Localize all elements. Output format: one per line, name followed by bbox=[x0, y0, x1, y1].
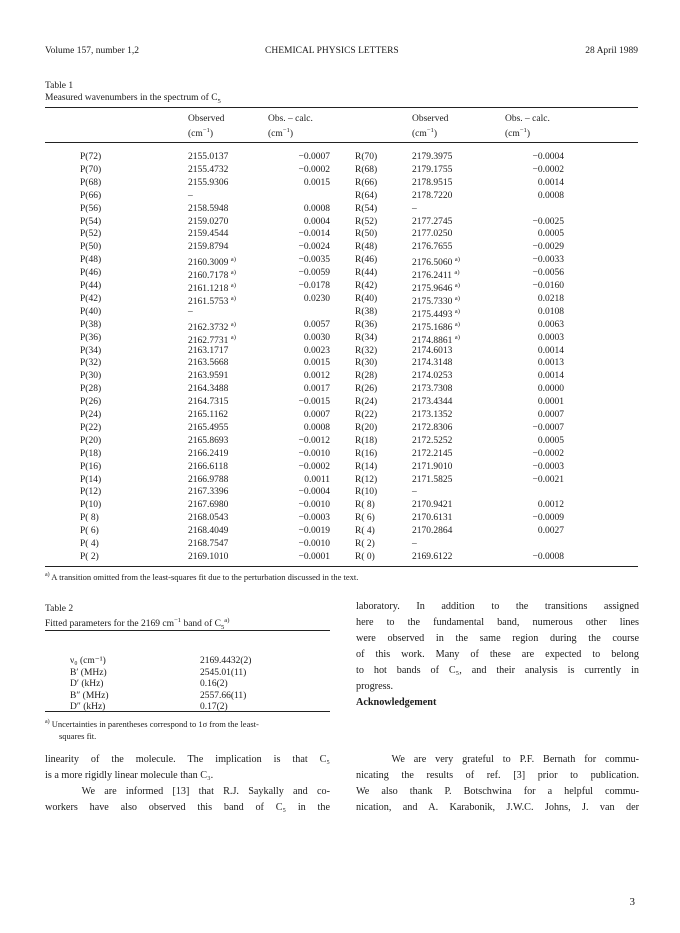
t1-branch-r: R(52) bbox=[355, 216, 378, 227]
t1-branch-r: R(14) bbox=[355, 461, 378, 472]
header-journal: CHEMICAL PHYSICS LETTERS bbox=[265, 46, 399, 56]
t1-branch-r: R(42) bbox=[355, 281, 378, 291]
t1-branch-r: R(32) bbox=[355, 345, 378, 356]
t1-observed-r: 2172.2145 bbox=[412, 448, 453, 459]
t1-obscalc-p: −0.0002 bbox=[298, 164, 330, 175]
t1-obscalc-p: −0.0178 bbox=[298, 281, 330, 291]
t1-observed-p: – bbox=[188, 190, 193, 201]
t1-branch-r: R( 0) bbox=[355, 551, 375, 562]
t1-observed-p: – bbox=[188, 306, 193, 317]
t1-obscalc-r: 0.0014 bbox=[537, 371, 564, 382]
t1-branch-p: P(18) bbox=[80, 448, 102, 459]
t1-branch-p: P(24) bbox=[80, 410, 102, 420]
t1-obscalc-p: 0.0030 bbox=[303, 332, 330, 343]
table-row bbox=[70, 667, 330, 679]
t1-observed-r: 2177.2745 bbox=[412, 216, 453, 227]
t1-observed-r: 2174.3148 bbox=[412, 358, 453, 369]
t1-obscalc-r: −0.0025 bbox=[532, 216, 564, 227]
t1-observed-r: 2175.1686 $^{a)}$ bbox=[412, 320, 460, 333]
t1-branch-r: R(20) bbox=[355, 422, 378, 433]
table2-footnote: $^{a)}$ Uncertainties in parentheses correspond to 1σ from the least- squares fit. bbox=[45, 718, 259, 741]
t1-obscalc-r: −0.0033 bbox=[532, 255, 564, 266]
t1-branch-p: P(22) bbox=[80, 422, 102, 433]
right-paragraph bbox=[356, 599, 639, 695]
t1-observed-r: – bbox=[412, 539, 417, 549]
t1-branch-p: P(34) bbox=[80, 345, 102, 356]
t1-observed-r: 2176.2411 $^{a)}$ bbox=[412, 269, 460, 282]
t2-parameter: D′ (kHz) bbox=[70, 679, 104, 689]
t1-branch-p: P(40) bbox=[80, 306, 102, 317]
left-line: linearity of the molecule. The implication is that C₅ bbox=[45, 754, 330, 765]
t1-branch-r: R(40) bbox=[355, 293, 378, 304]
t1-obscalc-p: −0.0004 bbox=[298, 487, 330, 498]
t1-obscalc-r: −0.0021 bbox=[532, 474, 564, 485]
t1-branch-r: R(66) bbox=[355, 177, 378, 188]
t1-obscalc-p: −0.0019 bbox=[298, 526, 330, 537]
t1-branch-r: R(54) bbox=[355, 203, 378, 214]
table1-caption: Measured wavenumbers in the spectrum of $C_5$ bbox=[45, 93, 221, 105]
t1-obscalc-p: 0.0015 bbox=[303, 177, 330, 188]
table2-caption: Fitted parameters for the 2169 $cm^{-1}$ band of $C_5^{a)}$ bbox=[45, 617, 230, 632]
t1-observed-p: 2155.9306 bbox=[188, 177, 229, 188]
t1-observed-p: 2159.0270 bbox=[188, 216, 229, 227]
table-row bbox=[70, 655, 330, 667]
left-line: is a more rigidly linear molecule than C₃. bbox=[45, 770, 214, 781]
t1-obscalc-r: −0.0008 bbox=[532, 551, 564, 562]
t1-obscalc-p: 0.0015 bbox=[303, 358, 330, 369]
t1-obscalc-p: −0.0010 bbox=[298, 448, 330, 459]
t1-col3-header: Observed $(cm^{-1})$ bbox=[412, 114, 449, 140]
t1-observed-r: 2172.8306 bbox=[412, 422, 453, 433]
t1-branch-p: P(30) bbox=[80, 371, 102, 382]
table-row bbox=[70, 678, 330, 690]
t2-value: 2545.01(11) bbox=[200, 667, 247, 678]
t1-obscalc-r: 0.0108 bbox=[537, 306, 564, 317]
t1-branch-r: R(46) bbox=[355, 255, 378, 266]
t1-obscalc-r: 0.0000 bbox=[537, 384, 564, 395]
t1-obscalc-r: 0.0008 bbox=[537, 190, 564, 201]
t1-observed-r: 2171.9010 bbox=[412, 461, 453, 472]
t1-observed-p: 2159.8794 bbox=[188, 242, 229, 253]
t1-obscalc-p: −0.0012 bbox=[298, 435, 330, 446]
t1-obscalc-p: −0.0014 bbox=[298, 229, 330, 240]
t1-branch-p: P(32) bbox=[80, 358, 102, 369]
t1-observed-r: 2174.6013 bbox=[412, 345, 453, 356]
t1-obscalc-r: −0.0007 bbox=[532, 422, 564, 433]
t1-obscalc-p: 0.0011 bbox=[304, 474, 330, 485]
t1-branch-p: P(20) bbox=[80, 435, 102, 446]
t1-observed-p: 2162.3732 $^{a)}$ bbox=[188, 320, 236, 333]
t2-value: 0.17(2) bbox=[200, 702, 228, 712]
t1-obscalc-r: −0.0160 bbox=[532, 281, 564, 291]
t1-branch-r: R(24) bbox=[355, 397, 378, 408]
t1-obscalc-r: 0.0027 bbox=[537, 526, 564, 537]
t1-branch-p: P(50) bbox=[80, 242, 102, 253]
t1-branch-p: P(68) bbox=[80, 177, 102, 188]
t1-branch-p: P(46) bbox=[80, 268, 102, 279]
t1-branch-r: R(70) bbox=[355, 152, 378, 162]
right-line: were observed in the same region during the course bbox=[356, 633, 639, 644]
t1-obscalc-r: −0.0002 bbox=[532, 448, 564, 459]
t1-branch-p: P(56) bbox=[80, 203, 102, 214]
t1-obscalc-p: −0.0024 bbox=[298, 242, 330, 253]
t1-obscalc-r: 0.0003 bbox=[537, 332, 564, 343]
t1-obscalc-r: 0.0007 bbox=[537, 410, 564, 420]
t1-observed-r: 2171.5825 bbox=[412, 474, 453, 485]
t1-branch-r: R(50) bbox=[355, 229, 378, 240]
t1-observed-r: 2173.4344 bbox=[412, 397, 453, 408]
table1-header-rule bbox=[45, 142, 638, 143]
t1-obscalc-r: −0.0029 bbox=[532, 242, 564, 253]
t1-obscalc-p: 0.0012 bbox=[303, 371, 330, 382]
t1-branch-p: P( 2) bbox=[80, 551, 99, 562]
table1-bottom-rule bbox=[45, 566, 638, 567]
t2-value: 0.16(2) bbox=[200, 679, 228, 689]
t1-obscalc-p: 0.0008 bbox=[303, 203, 330, 214]
t1-obscalc-p: 0.0004 bbox=[303, 216, 330, 227]
t1-obscalc-p: 0.0057 bbox=[303, 319, 330, 330]
t1-obscalc-r: 0.0014 bbox=[537, 177, 564, 188]
t1-branch-p: P(42) bbox=[80, 293, 102, 304]
right-line: to hot bands of C₅, and their analysis is currently in bbox=[356, 665, 639, 676]
t1-observed-r: 2179.1755 bbox=[412, 164, 453, 175]
table1-top-rule bbox=[45, 107, 638, 108]
t1-obscalc-p: 0.0023 bbox=[303, 345, 330, 356]
t1-branch-r: R( 6) bbox=[355, 513, 375, 524]
t2-value: 2169.4432(2) bbox=[200, 656, 252, 666]
t1-observed-p: 2164.7315 bbox=[188, 397, 229, 408]
table2-title: Table 2 bbox=[45, 604, 74, 614]
t1-col2-header: Obs. – calc. $(cm^{-1})$ bbox=[268, 114, 313, 140]
t1-obscalc-p: −0.0010 bbox=[298, 539, 330, 549]
right-line: laboratory. In addition to the transitions assigned bbox=[356, 601, 639, 612]
t2-parameter: B′ (MHz) bbox=[70, 667, 107, 678]
t1-branch-r: R(26) bbox=[355, 384, 378, 395]
right-line: here to the fundamental band, numerous other lines bbox=[356, 617, 639, 628]
t1-observed-p: 2158.5948 bbox=[188, 203, 229, 214]
t1-observed-p: 2163.1717 bbox=[188, 345, 229, 356]
t1-obscalc-r: 0.0063 bbox=[537, 319, 564, 330]
t1-col4-header: Obs. – calc. $(cm^{-1})$ bbox=[505, 114, 550, 140]
t1-observed-p: 2162.7731 $^{a)}$ bbox=[188, 333, 236, 346]
t1-observed-p: 2160.7178 $^{a)}$ bbox=[188, 269, 236, 282]
t1-branch-p: P(28) bbox=[80, 384, 102, 395]
t1-observed-r: 2175.9646 $^{a)}$ bbox=[412, 282, 460, 295]
ack-line: We also thank P. Botschwina for a helpful commu- bbox=[356, 786, 639, 797]
t1-observed-r: 2174.8861 $^{a)}$ bbox=[412, 333, 460, 346]
table-row bbox=[70, 690, 330, 702]
t1-observed-p: 2165.8693 bbox=[188, 435, 229, 446]
t1-obscalc-r: −0.0002 bbox=[532, 164, 564, 175]
t1-obscalc-r: −0.0056 bbox=[532, 268, 564, 279]
t1-obscalc-r: −0.0004 bbox=[532, 152, 564, 162]
t1-branch-r: R(44) bbox=[355, 268, 378, 279]
t1-branch-r: R(30) bbox=[355, 358, 378, 369]
left-line: We are informed [13] that R.J. Saykally and co- bbox=[45, 786, 330, 797]
t1-branch-p: P(10) bbox=[80, 500, 102, 511]
t1-observed-p: 2164.3488 bbox=[188, 384, 229, 395]
t1-observed-p: 2159.4544 bbox=[188, 229, 229, 240]
t1-obscalc-r: −0.0009 bbox=[532, 513, 564, 524]
t1-observed-p: 2166.2419 bbox=[188, 448, 229, 459]
t1-observed-p: 2168.7547 bbox=[188, 539, 229, 549]
table1-footnote: $^{a)}$ A transition omitted from the least-squares fit due to the perturbation discussed in the text. bbox=[45, 572, 359, 582]
t1-branch-p: P(70) bbox=[80, 164, 102, 175]
t1-observed-r: 2169.6122 bbox=[412, 551, 453, 562]
t1-observed-p: 2161.5753 $^{a)}$ bbox=[188, 294, 236, 308]
ack-line: nication, and A. Karabonik, J.W.C. Johns, J. van der bbox=[356, 802, 639, 813]
ack-line: nicating the results of ref. [3] prior to publication. bbox=[356, 770, 639, 781]
t1-branch-r: R(22) bbox=[355, 410, 378, 420]
t1-observed-r: – bbox=[412, 487, 417, 498]
header-date: 28 April 1989 bbox=[585, 46, 638, 56]
t1-observed-p: 2167.6980 bbox=[188, 500, 229, 511]
t1-obscalc-p: 0.0017 bbox=[303, 384, 330, 395]
running-header bbox=[45, 46, 638, 60]
right-line: of this work. Many of these are expected to belong bbox=[356, 649, 639, 660]
t1-branch-p: P(16) bbox=[80, 461, 102, 472]
t1-branch-r: R(10) bbox=[355, 487, 378, 498]
t1-observed-p: 2168.0543 bbox=[188, 513, 229, 524]
t1-observed-r: 2178.7220 bbox=[412, 190, 453, 201]
t1-observed-p: 2165.1162 bbox=[188, 410, 229, 420]
t1-branch-r: R( 2) bbox=[355, 539, 375, 549]
t2-parameter: D″ (kHz) bbox=[70, 702, 106, 712]
t1-obscalc-r: 0.0014 bbox=[537, 345, 564, 356]
t1-branch-p: P(14) bbox=[80, 474, 102, 485]
t1-branch-p: P(48) bbox=[80, 255, 102, 266]
t1-obscalc-r: 0.0005 bbox=[537, 229, 564, 240]
t1-branch-r: R(16) bbox=[355, 448, 378, 459]
t1-observed-r: 2173.7308 bbox=[412, 384, 453, 395]
t1-observed-r: 2177.0250 bbox=[412, 229, 453, 240]
t1-obscalc-p: −0.0015 bbox=[298, 397, 330, 408]
t1-observed-p: 2161.1218 $^{a)}$ bbox=[188, 282, 236, 295]
table2-top-rule bbox=[45, 630, 330, 631]
t1-observed-p: 2168.4049 bbox=[188, 526, 229, 537]
t1-observed-p: 2166.9788 bbox=[188, 474, 229, 485]
t1-obscalc-p: 0.0008 bbox=[303, 422, 330, 433]
header-volume: Volume 157, number 1,2 bbox=[45, 46, 140, 56]
t2-parameter: ν₀ (cm⁻¹) bbox=[70, 656, 106, 666]
t1-observed-r: 2175.7330 $^{a)}$ bbox=[412, 294, 460, 308]
t1-obscalc-p: −0.0035 bbox=[298, 255, 330, 266]
t1-branch-p: P( 4) bbox=[80, 539, 99, 549]
t1-observed-r: 2174.0253 bbox=[412, 371, 453, 382]
t1-branch-r: R(34) bbox=[355, 332, 378, 343]
table2-bottom-rule bbox=[45, 711, 330, 712]
t1-observed-r: 2176.5060 $^{a)}$ bbox=[412, 256, 460, 269]
acknowledgement-heading: Acknowledgement bbox=[356, 697, 437, 708]
t1-branch-p: P(66) bbox=[80, 190, 102, 201]
left-paragraph bbox=[45, 752, 330, 816]
t1-obscalc-r: 0.0012 bbox=[537, 500, 564, 511]
ack-paragraph bbox=[356, 752, 639, 816]
t1-observed-p: 2166.6118 bbox=[188, 461, 229, 472]
t1-obscalc-p: −0.0002 bbox=[298, 461, 330, 472]
t1-obscalc-p: −0.0007 bbox=[298, 152, 330, 162]
t1-observed-p: 2155.4732 bbox=[188, 164, 229, 175]
t1-branch-p: P(72) bbox=[80, 152, 102, 162]
t1-observed-r: 2172.5252 bbox=[412, 435, 453, 446]
t1-obscalc-p: −0.0010 bbox=[298, 500, 330, 511]
t1-branch-p: P( 8) bbox=[80, 513, 99, 524]
t1-branch-p: P(44) bbox=[80, 281, 102, 291]
t1-branch-r: R( 8) bbox=[355, 500, 375, 511]
t1-obscalc-p: 0.0230 bbox=[303, 293, 330, 304]
t1-branch-r: R(36) bbox=[355, 319, 378, 330]
t1-col1-header: Observed $(cm^{-1})$ bbox=[188, 114, 225, 140]
t1-branch-p: P(54) bbox=[80, 216, 102, 227]
t1-observed-p: 2155.0137 bbox=[188, 152, 229, 162]
t1-observed-r: 2170.6131 bbox=[412, 513, 453, 524]
t1-observed-r: 2170.2864 bbox=[412, 526, 453, 537]
t1-branch-r: R(68) bbox=[355, 164, 378, 175]
t1-obscalc-r: 0.0001 bbox=[537, 397, 564, 408]
t1-observed-r: 2179.3975 bbox=[412, 152, 453, 162]
t1-obscalc-r: 0.0218 bbox=[537, 293, 564, 304]
t1-branch-r: R(38) bbox=[355, 306, 378, 317]
t1-observed-r: 2175.4493 $^{a)}$ bbox=[412, 307, 460, 320]
t1-branch-p: P(12) bbox=[80, 487, 102, 498]
t1-obscalc-p: −0.0001 bbox=[298, 551, 330, 562]
t1-branch-p: P(26) bbox=[80, 397, 102, 408]
page-number: 3 bbox=[629, 896, 635, 908]
t1-observed-r: 2173.1352 bbox=[412, 410, 453, 420]
t2-value: 2557.66(11) bbox=[200, 690, 247, 701]
t1-observed-p: 2163.9591 bbox=[188, 371, 229, 382]
t1-branch-r: R( 4) bbox=[355, 526, 375, 537]
t1-obscalc-p: −0.0059 bbox=[298, 268, 330, 279]
t1-branch-p: P(38) bbox=[80, 319, 102, 330]
t1-observed-p: 2167.3396 bbox=[188, 487, 229, 498]
t1-obscalc-r: 0.0005 bbox=[537, 435, 564, 446]
t1-observed-p: 2160.3009 $^{a)}$ bbox=[188, 256, 236, 269]
t1-observed-r: 2170.9421 bbox=[412, 500, 453, 511]
t1-obscalc-r: −0.0003 bbox=[532, 461, 564, 472]
t1-branch-r: R(28) bbox=[355, 371, 378, 382]
t1-branch-p: P( 6) bbox=[80, 526, 99, 537]
left-line: workers have also observed this band of C₅ in the bbox=[45, 802, 330, 813]
right-line: progress. bbox=[356, 681, 394, 692]
t1-obscalc-p: −0.0003 bbox=[298, 513, 330, 524]
t1-branch-r: R(18) bbox=[355, 435, 378, 446]
table1-title: Table 1 bbox=[45, 81, 74, 91]
t2-parameter: B″ (MHz) bbox=[70, 690, 109, 701]
t1-observed-p: 2165.4955 bbox=[188, 422, 229, 433]
t1-branch-p: P(52) bbox=[80, 229, 102, 240]
t1-branch-r: R(64) bbox=[355, 190, 378, 201]
t1-observed-p: 2169.1010 bbox=[188, 551, 229, 562]
t1-obscalc-r: 0.0013 bbox=[537, 358, 564, 369]
t1-branch-r: R(12) bbox=[355, 474, 378, 485]
t1-observed-r: – bbox=[412, 203, 417, 214]
t1-branch-p: P(36) bbox=[80, 332, 102, 343]
t1-observed-r: 2176.7655 bbox=[412, 242, 453, 253]
t1-observed-r: 2178.9515 bbox=[412, 177, 453, 188]
t1-obscalc-p: 0.0007 bbox=[303, 410, 330, 420]
t1-observed-p: 2163.5668 bbox=[188, 358, 229, 369]
t1-branch-r: R(48) bbox=[355, 242, 378, 253]
ack-line: We are very grateful to P.F. Bernath for commu- bbox=[356, 754, 639, 765]
